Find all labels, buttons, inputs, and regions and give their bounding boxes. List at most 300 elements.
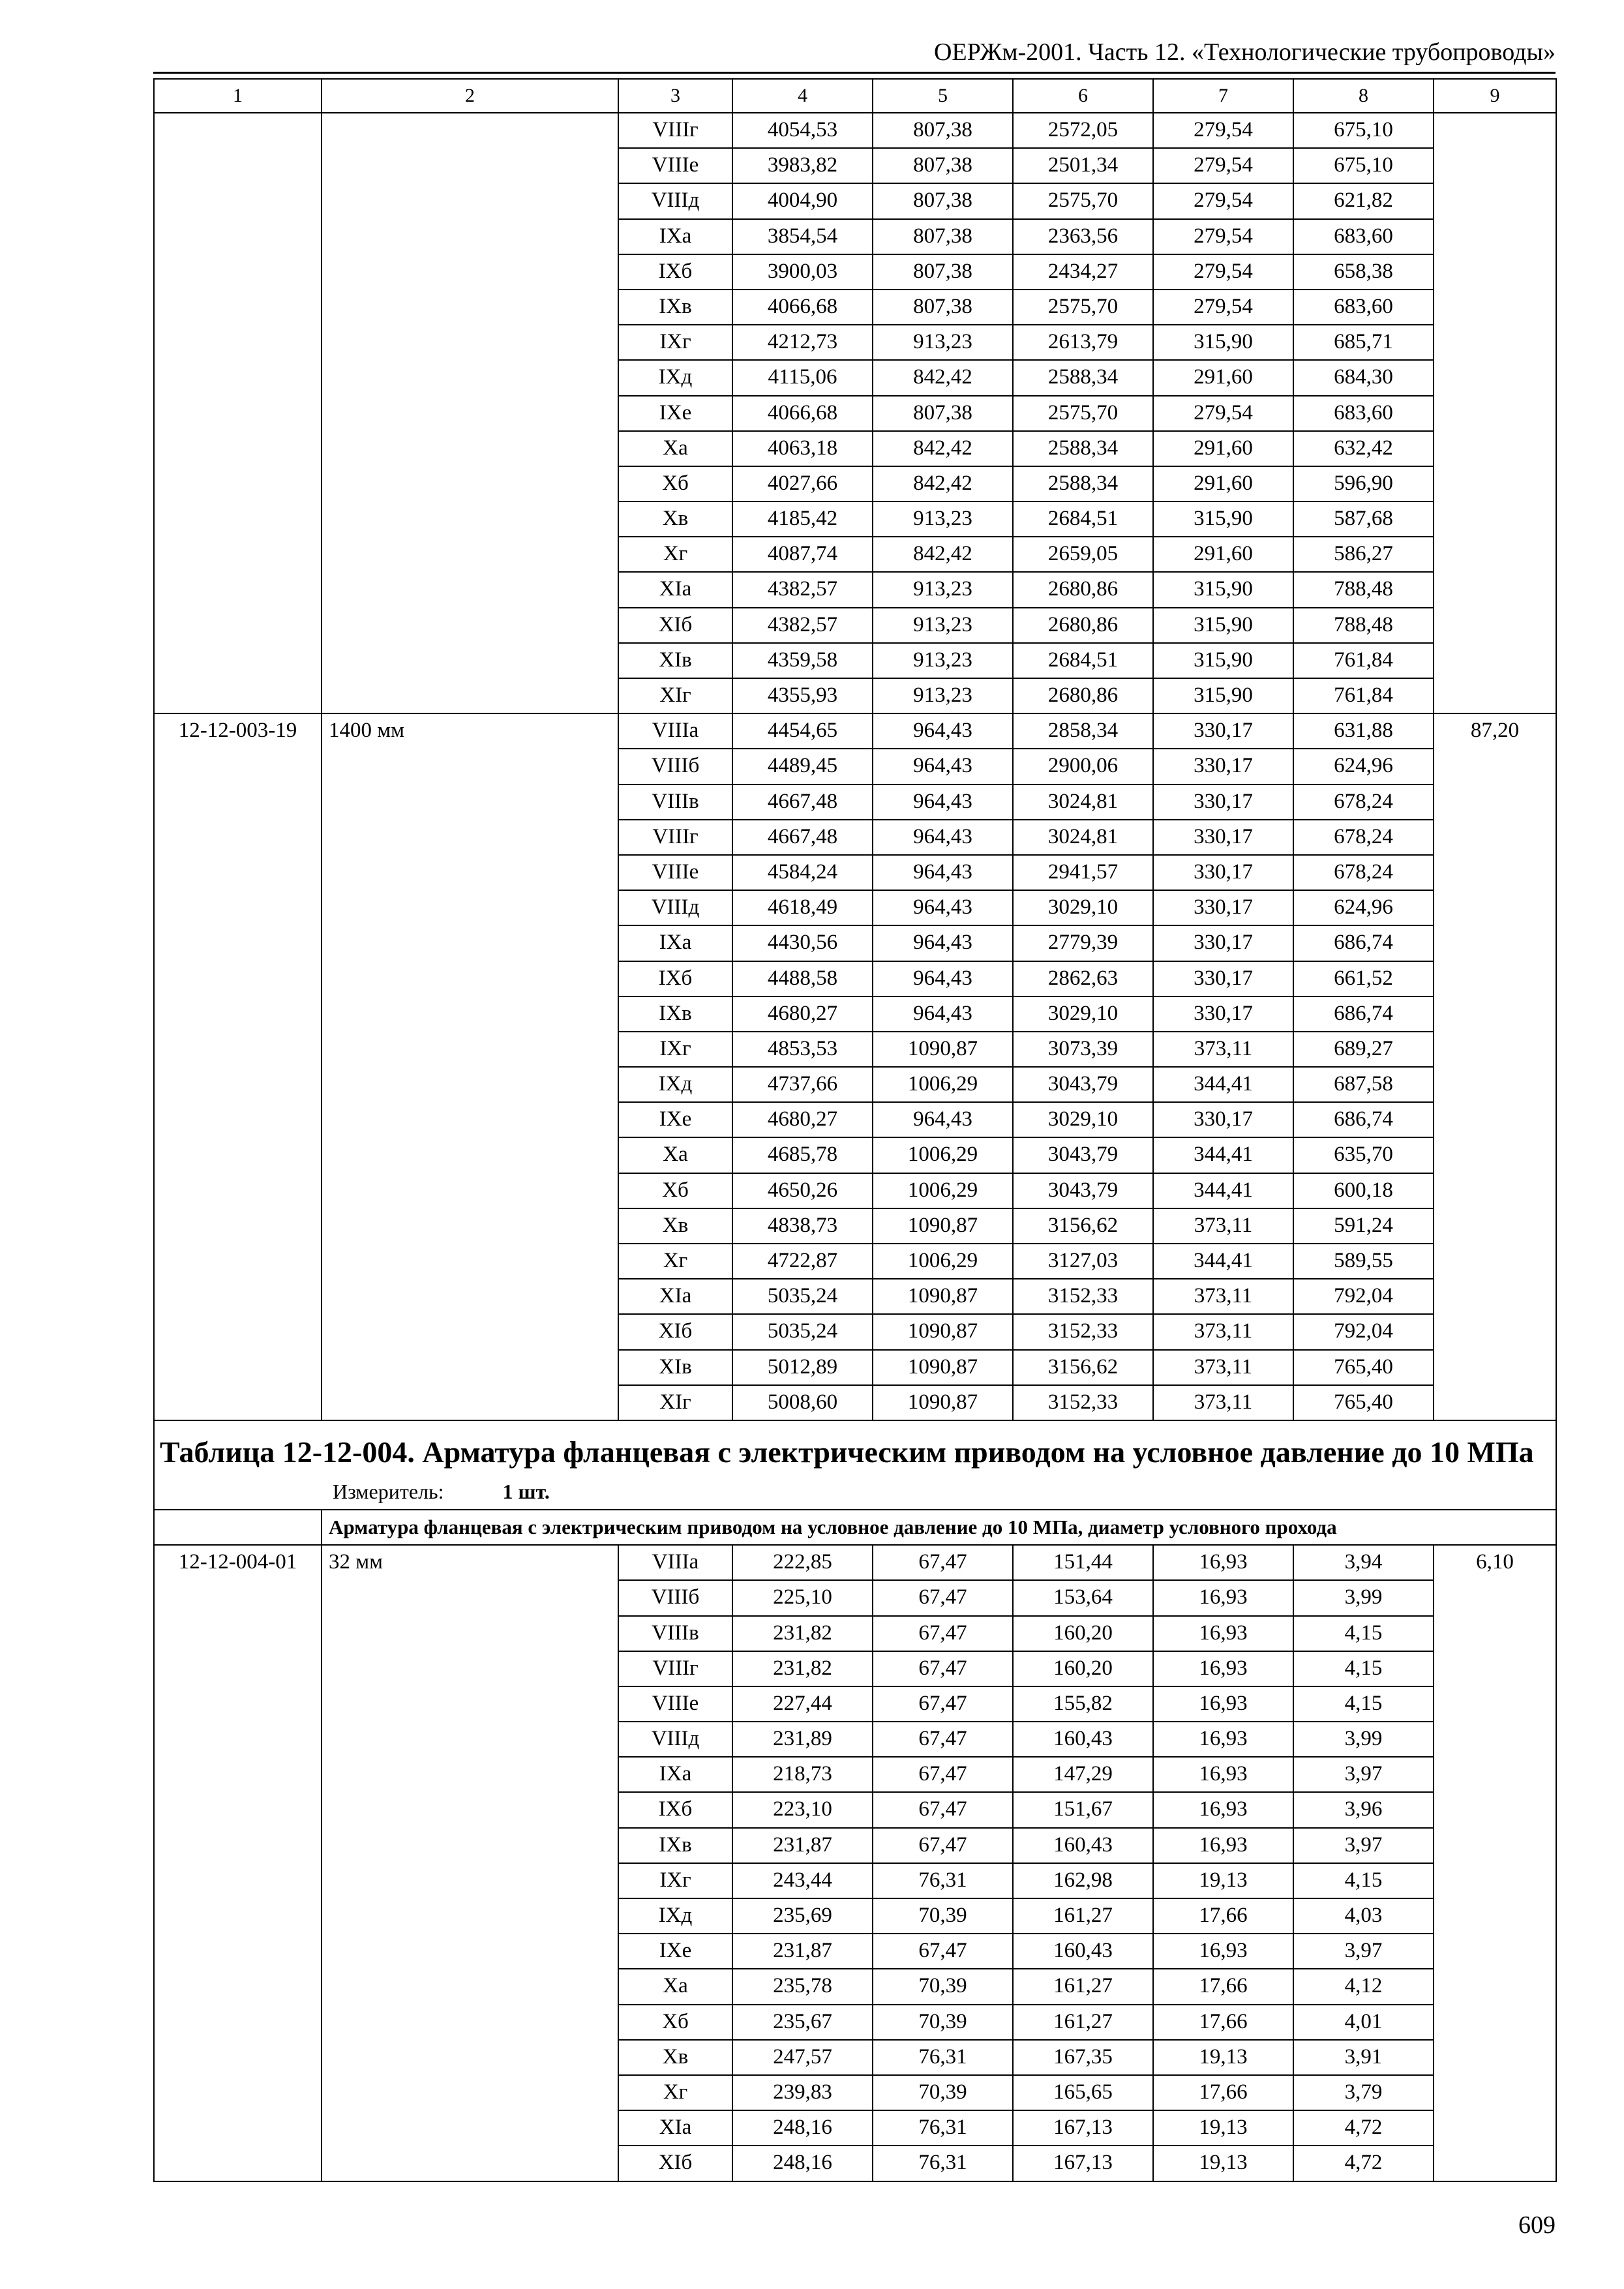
value-cell: 151,67: [1013, 1792, 1153, 1827]
value-cell: 67,47: [873, 1616, 1013, 1651]
value-cell: 291,60: [1153, 360, 1293, 395]
material-cost: [1434, 113, 1556, 713]
value-cell: 686,74: [1293, 1102, 1434, 1137]
value-cell: 4066,68: [732, 396, 873, 431]
value-cell: 2434,27: [1013, 254, 1153, 290]
value-cell: 330,17: [1153, 996, 1293, 1032]
value-cell: 70,39: [873, 2005, 1013, 2040]
value-cell: 842,42: [873, 431, 1013, 466]
value-cell: 330,17: [1153, 1102, 1293, 1137]
value-cell: 291,60: [1153, 537, 1293, 572]
value-cell: 165,65: [1013, 2075, 1153, 2110]
value-cell: 1090,87: [873, 1314, 1013, 1349]
value-cell: 235,78: [732, 1969, 873, 2004]
value-cell: 315,90: [1153, 608, 1293, 643]
value-cell: 1006,29: [873, 1244, 1013, 1279]
value-cell: 3900,03: [732, 254, 873, 290]
value-cell: 279,54: [1153, 148, 1293, 183]
value-cell: 70,39: [873, 1898, 1013, 1934]
value-cell: 3854,54: [732, 219, 873, 254]
value-cell: 160,20: [1013, 1651, 1153, 1686]
value-cell: 167,13: [1013, 2110, 1153, 2146]
value-cell: 1090,87: [873, 1385, 1013, 1420]
value-cell: 913,23: [873, 572, 1013, 607]
value-cell: 807,38: [873, 396, 1013, 431]
value-cell: 16,93: [1153, 1580, 1293, 1615]
value-cell: 2779,39: [1013, 925, 1153, 961]
value-cell: 3,79: [1293, 2075, 1434, 2110]
value-cell: 683,60: [1293, 219, 1434, 254]
zone-cell: IXб: [618, 961, 732, 996]
value-cell: 373,11: [1153, 1314, 1293, 1349]
value-cell: 3156,62: [1013, 1350, 1153, 1385]
value-cell: 2588,34: [1013, 466, 1153, 501]
value-cell: 586,27: [1293, 537, 1434, 572]
value-cell: 279,54: [1153, 113, 1293, 148]
value-cell: 689,27: [1293, 1032, 1434, 1067]
zone-cell: XIа: [618, 2110, 732, 2146]
value-cell: 70,39: [873, 1969, 1013, 2004]
value-cell: 2575,70: [1013, 396, 1153, 431]
column-number: 3: [618, 79, 732, 113]
value-cell: 4667,48: [732, 820, 873, 855]
value-cell: 3983,82: [732, 148, 873, 183]
value-cell: 231,87: [732, 1828, 873, 1863]
value-cell: 661,52: [1293, 961, 1434, 996]
value-cell: 76,31: [873, 2040, 1013, 2075]
material-cost: 6,10: [1434, 1545, 1556, 2181]
page-number: 609: [1518, 2211, 1556, 2239]
value-cell: 160,20: [1013, 1616, 1153, 1651]
value-cell: 3029,10: [1013, 996, 1153, 1032]
value-cell: 1090,87: [873, 1350, 1013, 1385]
value-cell: 4,15: [1293, 1616, 1434, 1651]
value-cell: 161,27: [1013, 2005, 1153, 2040]
value-cell: 3,97: [1293, 1934, 1434, 1969]
value-cell: 587,68: [1293, 501, 1434, 537]
value-cell: 686,74: [1293, 925, 1434, 961]
value-cell: 67,47: [873, 1828, 1013, 1863]
value-cell: 964,43: [873, 890, 1013, 925]
table-subtitle: Арматура фланцевая с электрическим приводом на условное давление до 10 МПа, диаметр условного прохода: [322, 1510, 1556, 1545]
value-cell: 4722,87: [732, 1244, 873, 1279]
zone-cell: VIIIг: [618, 1651, 732, 1686]
value-cell: 4382,57: [732, 572, 873, 607]
value-cell: 162,98: [1013, 1863, 1153, 1898]
value-cell: 4489,45: [732, 749, 873, 784]
value-cell: 4667,48: [732, 785, 873, 820]
value-cell: 3,94: [1293, 1545, 1434, 1580]
value-cell: 16,93: [1153, 1757, 1293, 1792]
value-cell: 315,90: [1153, 325, 1293, 360]
zone-cell: XIв: [618, 1350, 732, 1385]
table-row: [154, 113, 1556, 148]
zone-cell: VIIIд: [618, 183, 732, 218]
value-cell: 231,82: [732, 1616, 873, 1651]
value-cell: 635,70: [1293, 1137, 1434, 1173]
zone-cell: VIIIд: [618, 890, 732, 925]
value-cell: 792,04: [1293, 1279, 1434, 1314]
value-cell: 4838,73: [732, 1208, 873, 1244]
value-cell: 964,43: [873, 749, 1013, 784]
column-number: 1: [154, 79, 322, 113]
value-cell: 5008,60: [732, 1385, 873, 1420]
value-cell: 807,38: [873, 113, 1013, 148]
value-cell: 4430,56: [732, 925, 873, 961]
value-cell: 279,54: [1153, 396, 1293, 431]
value-cell: 161,27: [1013, 1969, 1153, 2004]
value-cell: 4618,49: [732, 890, 873, 925]
value-cell: 792,04: [1293, 1314, 1434, 1349]
zone-cell: Xг: [618, 1244, 732, 1279]
value-cell: 2858,34: [1013, 713, 1153, 749]
value-cell: 913,23: [873, 643, 1013, 678]
value-cell: 1006,29: [873, 1173, 1013, 1208]
value-cell: 4027,66: [732, 466, 873, 501]
column-number: 7: [1153, 79, 1293, 113]
table-title: Таблица 12-12-004. Арматура фланцевая с электрическим приводом на условное давление до 10 МПа: [160, 1435, 1534, 1469]
value-cell: 589,55: [1293, 1244, 1434, 1279]
value-cell: 247,57: [732, 2040, 873, 2075]
zone-cell: XIб: [618, 1314, 732, 1349]
value-cell: 3024,81: [1013, 820, 1153, 855]
value-cell: 3156,62: [1013, 1208, 1153, 1244]
value-cell: 3029,10: [1013, 1102, 1153, 1137]
zone-cell: Xв: [618, 2040, 732, 2075]
value-cell: 330,17: [1153, 820, 1293, 855]
value-cell: 686,74: [1293, 996, 1434, 1032]
value-cell: 67,47: [873, 1545, 1013, 1580]
table-row: [154, 1545, 1556, 1580]
value-cell: 160,43: [1013, 1828, 1153, 1863]
value-cell: 4004,90: [732, 183, 873, 218]
value-cell: 67,47: [873, 1792, 1013, 1827]
zone-cell: IXа: [618, 925, 732, 961]
value-cell: 330,17: [1153, 749, 1293, 784]
value-cell: 315,90: [1153, 678, 1293, 713]
zone-cell: IXд: [618, 1898, 732, 1934]
value-cell: 807,38: [873, 290, 1013, 325]
value-cell: 151,44: [1013, 1545, 1153, 1580]
value-cell: 4454,65: [732, 713, 873, 749]
value-cell: 600,18: [1293, 1173, 1434, 1208]
value-cell: 2900,06: [1013, 749, 1153, 784]
value-cell: 2659,05: [1013, 537, 1153, 572]
value-cell: 16,93: [1153, 1616, 1293, 1651]
value-cell: 17,66: [1153, 1898, 1293, 1934]
value-cell: 1006,29: [873, 1067, 1013, 1102]
value-cell: 3043,79: [1013, 1067, 1153, 1102]
price-table: [153, 78, 1557, 2182]
value-cell: 631,88: [1293, 713, 1434, 749]
zone-cell: Xб: [618, 2005, 732, 2040]
value-cell: 4,12: [1293, 1969, 1434, 2004]
zone-cell: XIа: [618, 572, 732, 607]
value-cell: 16,93: [1153, 1934, 1293, 1969]
measure-line: [333, 1480, 1550, 1504]
value-cell: 315,90: [1153, 501, 1293, 537]
value-cell: 279,54: [1153, 290, 1293, 325]
value-cell: 16,93: [1153, 1792, 1293, 1827]
zone-cell: Xв: [618, 501, 732, 537]
nominal-diameter: [322, 113, 618, 713]
zone-cell: IXв: [618, 996, 732, 1032]
value-cell: 1006,29: [873, 1137, 1013, 1173]
value-cell: 596,90: [1293, 466, 1434, 501]
zone-cell: XIа: [618, 1279, 732, 1314]
value-cell: 315,90: [1153, 643, 1293, 678]
value-cell: 3152,33: [1013, 1279, 1153, 1314]
value-cell: 842,42: [873, 360, 1013, 395]
value-cell: 1090,87: [873, 1032, 1013, 1067]
value-cell: 807,38: [873, 254, 1013, 290]
zone-cell: IXб: [618, 254, 732, 290]
value-cell: 964,43: [873, 855, 1013, 890]
zone-cell: VIIIг: [618, 820, 732, 855]
zone-cell: Xб: [618, 466, 732, 501]
value-cell: 807,38: [873, 219, 1013, 254]
value-cell: 685,71: [1293, 325, 1434, 360]
zone-cell: IXг: [618, 1863, 732, 1898]
value-cell: 678,24: [1293, 820, 1434, 855]
nominal-diameter: 1400 мм: [322, 713, 618, 1420]
value-cell: 5035,24: [732, 1279, 873, 1314]
value-cell: 4,72: [1293, 2146, 1434, 2181]
value-cell: 4063,18: [732, 431, 873, 466]
value-cell: 3,97: [1293, 1828, 1434, 1863]
value-cell: 291,60: [1153, 466, 1293, 501]
value-cell: 678,24: [1293, 855, 1434, 890]
value-cell: 3,99: [1293, 1580, 1434, 1615]
value-cell: 243,44: [732, 1863, 873, 1898]
document-page: [153, 78, 1556, 2182]
value-cell: 4680,27: [732, 1102, 873, 1137]
value-cell: 964,43: [873, 996, 1013, 1032]
value-cell: 231,82: [732, 1651, 873, 1686]
value-cell: 658,38: [1293, 254, 1434, 290]
value-cell: 683,60: [1293, 396, 1434, 431]
value-cell: 591,24: [1293, 1208, 1434, 1244]
value-cell: 5035,24: [732, 1314, 873, 1349]
rate-code: [154, 113, 322, 713]
zone-cell: VIIIб: [618, 1580, 732, 1615]
value-cell: 761,84: [1293, 678, 1434, 713]
value-cell: 761,84: [1293, 643, 1434, 678]
value-cell: 76,31: [873, 2110, 1013, 2146]
value-cell: 153,64: [1013, 1580, 1153, 1615]
value-cell: 17,66: [1153, 2005, 1293, 2040]
zone-cell: XIв: [618, 643, 732, 678]
value-cell: 765,40: [1293, 1350, 1434, 1385]
value-cell: 291,60: [1153, 431, 1293, 466]
value-cell: 4650,26: [732, 1173, 873, 1208]
zone-cell: IXд: [618, 1067, 732, 1102]
value-cell: 4680,27: [732, 996, 873, 1032]
value-cell: 2680,86: [1013, 572, 1153, 607]
value-cell: 225,10: [732, 1580, 873, 1615]
value-cell: 4584,24: [732, 855, 873, 890]
value-cell: 687,58: [1293, 1067, 1434, 1102]
value-cell: 675,10: [1293, 113, 1434, 148]
value-cell: 3,99: [1293, 1722, 1434, 1757]
value-cell: 913,23: [873, 501, 1013, 537]
value-cell: 222,85: [732, 1545, 873, 1580]
column-number: 5: [873, 79, 1013, 113]
value-cell: 19,13: [1153, 1863, 1293, 1898]
value-cell: 4,01: [1293, 2005, 1434, 2040]
value-cell: 4,15: [1293, 1651, 1434, 1686]
zone-cell: IXг: [618, 1032, 732, 1067]
value-cell: 4355,93: [732, 678, 873, 713]
zone-cell: IXв: [618, 290, 732, 325]
value-cell: 4737,66: [732, 1067, 873, 1102]
column-number: 4: [732, 79, 873, 113]
measure-unit: 1 шт.: [502, 1479, 550, 1503]
value-cell: 344,41: [1153, 1173, 1293, 1208]
value-cell: 373,11: [1153, 1385, 1293, 1420]
value-cell: 683,60: [1293, 290, 1434, 325]
value-cell: 16,93: [1153, 1545, 1293, 1580]
value-cell: 2680,86: [1013, 678, 1153, 713]
value-cell: 2941,57: [1013, 855, 1153, 890]
zone-cell: IXа: [618, 219, 732, 254]
value-cell: 344,41: [1153, 1137, 1293, 1173]
value-cell: 3043,79: [1013, 1137, 1153, 1173]
value-cell: 67,47: [873, 1722, 1013, 1757]
value-cell: 3152,33: [1013, 1314, 1153, 1349]
value-cell: 3,91: [1293, 2040, 1434, 2075]
value-cell: 3127,03: [1013, 1244, 1153, 1279]
value-cell: 4685,78: [732, 1137, 873, 1173]
value-cell: 167,35: [1013, 2040, 1153, 2075]
value-cell: 344,41: [1153, 1244, 1293, 1279]
value-cell: 684,30: [1293, 360, 1434, 395]
value-cell: 842,42: [873, 466, 1013, 501]
value-cell: 248,16: [732, 2110, 873, 2146]
column-number: 2: [322, 79, 618, 113]
zone-cell: Xб: [618, 1173, 732, 1208]
value-cell: 19,13: [1153, 2146, 1293, 2181]
value-cell: 17,66: [1153, 1969, 1293, 2004]
value-cell: 2684,51: [1013, 501, 1153, 537]
value-cell: 5012,89: [732, 1350, 873, 1385]
subtitle-row: [154, 1510, 1556, 1545]
value-cell: 4066,68: [732, 290, 873, 325]
value-cell: 807,38: [873, 183, 1013, 218]
value-cell: 330,17: [1153, 890, 1293, 925]
value-cell: 160,43: [1013, 1934, 1153, 1969]
table-heading: [154, 1420, 1556, 1510]
value-cell: 964,43: [873, 961, 1013, 996]
value-cell: 227,44: [732, 1686, 873, 1722]
value-cell: 3152,33: [1013, 1385, 1153, 1420]
zone-cell: Xв: [618, 1208, 732, 1244]
value-cell: 2680,86: [1013, 608, 1153, 643]
value-cell: 4185,42: [732, 501, 873, 537]
value-cell: 964,43: [873, 1102, 1013, 1137]
column-number: 6: [1013, 79, 1153, 113]
zone-cell: IXб: [618, 1792, 732, 1827]
value-cell: 624,96: [1293, 749, 1434, 784]
value-cell: 964,43: [873, 713, 1013, 749]
zone-cell: IXе: [618, 1934, 732, 1969]
value-cell: 678,24: [1293, 785, 1434, 820]
zone-cell: VIIIв: [618, 785, 732, 820]
value-cell: 4212,73: [732, 325, 873, 360]
value-cell: 16,93: [1153, 1651, 1293, 1686]
value-cell: 76,31: [873, 2146, 1013, 2181]
value-cell: 67,47: [873, 1686, 1013, 1722]
value-cell: 3,97: [1293, 1757, 1434, 1792]
value-cell: 16,93: [1153, 1686, 1293, 1722]
value-cell: 160,43: [1013, 1722, 1153, 1757]
zone-cell: VIIIе: [618, 148, 732, 183]
value-cell: 624,96: [1293, 890, 1434, 925]
value-cell: 4853,53: [732, 1032, 873, 1067]
value-cell: 807,38: [873, 148, 1013, 183]
zone-cell: IXа: [618, 1757, 732, 1792]
value-cell: 621,82: [1293, 183, 1434, 218]
value-cell: 76,31: [873, 1863, 1013, 1898]
value-cell: 3024,81: [1013, 785, 1153, 820]
zone-cell: VIIIб: [618, 749, 732, 784]
value-cell: 4054,53: [732, 113, 873, 148]
value-cell: 4359,58: [732, 643, 873, 678]
column-number: 9: [1434, 79, 1556, 113]
value-cell: 279,54: [1153, 183, 1293, 218]
column-number: 8: [1293, 79, 1434, 113]
rate-code: 12-12-003-19: [154, 713, 322, 1420]
table-heading-row: [154, 1420, 1556, 1510]
value-cell: 3043,79: [1013, 1173, 1153, 1208]
column-number-row: [154, 79, 1556, 113]
value-cell: 842,42: [873, 537, 1013, 572]
value-cell: 67,47: [873, 1934, 1013, 1969]
value-cell: 315,90: [1153, 572, 1293, 607]
value-cell: 2363,56: [1013, 219, 1153, 254]
value-cell: 2862,63: [1013, 961, 1153, 996]
value-cell: 3,96: [1293, 1792, 1434, 1827]
zone-cell: IXе: [618, 396, 732, 431]
value-cell: 231,89: [732, 1722, 873, 1757]
value-cell: 765,40: [1293, 1385, 1434, 1420]
zone-cell: VIIIе: [618, 855, 732, 890]
value-cell: 161,27: [1013, 1898, 1153, 1934]
zone-cell: Xг: [618, 537, 732, 572]
zone-cell: XIб: [618, 608, 732, 643]
value-cell: 1090,87: [873, 1208, 1013, 1244]
value-cell: 2588,34: [1013, 360, 1153, 395]
value-cell: 235,69: [732, 1898, 873, 1934]
zone-cell: VIIIа: [618, 713, 732, 749]
value-cell: 373,11: [1153, 1032, 1293, 1067]
value-cell: 373,11: [1153, 1208, 1293, 1244]
value-cell: 373,11: [1153, 1350, 1293, 1385]
value-cell: 16,93: [1153, 1828, 1293, 1863]
value-cell: 223,10: [732, 1792, 873, 1827]
value-cell: 913,23: [873, 678, 1013, 713]
value-cell: 239,83: [732, 2075, 873, 2110]
value-cell: 1090,87: [873, 1279, 1013, 1314]
value-cell: 330,17: [1153, 855, 1293, 890]
zone-cell: VIIIа: [618, 1545, 732, 1580]
zone-cell: VIIIг: [618, 113, 732, 148]
value-cell: 3029,10: [1013, 890, 1153, 925]
value-cell: 675,10: [1293, 148, 1434, 183]
value-cell: 4,72: [1293, 2110, 1434, 2146]
value-cell: 279,54: [1153, 219, 1293, 254]
value-cell: 279,54: [1153, 254, 1293, 290]
